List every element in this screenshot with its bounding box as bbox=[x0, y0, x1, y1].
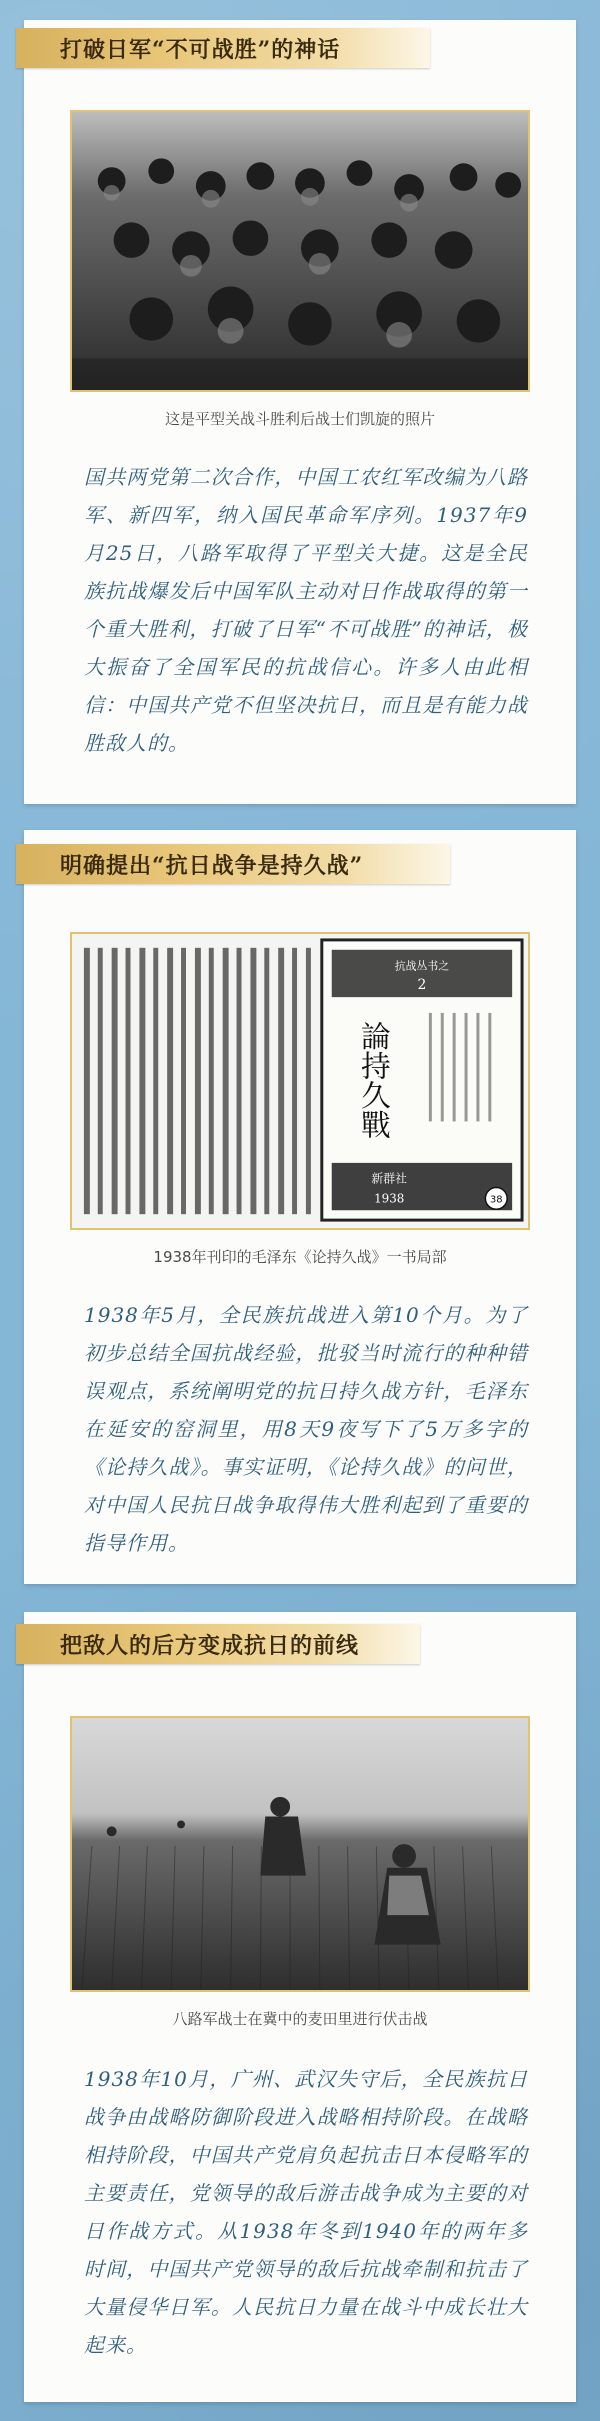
section-paragraph-1: 国共两党第二次合作，中国工农红军改编为八路军、新四军，纳入国民革命军序列。1937年9月25日，八路军取得了平型关大捷。这是全民族抗战爆发后中国军队主动对日作战取得的第一个重大胜利，打破了日军“不可战胜”的神话，极大振奋了全国军民的抗战信心。许多人由此相信：中国共产党不但坚决抗日，而且是有能力战胜敌人的。 bbox=[84, 465, 528, 755]
photo-soldiers-image bbox=[72, 112, 528, 390]
section-paragraph-2: 1938年5月，全民族抗战进入第10个月。为了初步总结全国抗战经验，批驳当时流行的种种错误观点，系统阐明党的抗日持久战方针，毛泽东在延安的窑洞里，用8天9夜写下了5万多字的《论持久战》。事实证明，《论持久战》的问世，对中国人民抗日战争取得伟大胜利起到了重要的指导作用。 bbox=[84, 1303, 528, 1555]
photo-caption-2: 1938年刊印的毛泽东《论持久战》一书局部 bbox=[153, 1248, 447, 1266]
section-title-1: 打破日军“不可战胜”的神话 bbox=[60, 36, 341, 63]
photo-caption-3: 八路军战士在冀中的麦田里进行伏击战 bbox=[172, 2010, 428, 2028]
photo-caption-1: 这是平型关战斗胜利后战士们凯旋的照片 bbox=[164, 410, 435, 428]
section-banner-1 bbox=[16, 28, 430, 68]
section-banner-2 bbox=[16, 844, 450, 884]
book-cover-year: 1938 bbox=[374, 1191, 405, 1206]
section-banner-3 bbox=[16, 1624, 420, 1664]
book-cover-top-text: 抗战丛书之 bbox=[394, 959, 450, 973]
book-cover-volume: 2 bbox=[417, 977, 427, 994]
section-title-2: 明确提出“抗日战争是持久战” bbox=[60, 852, 364, 879]
section-title-3: 把敌人的后方变成抗日的前线 bbox=[60, 1632, 360, 1659]
book-cover-title-calligraphy: 論持久戰 bbox=[356, 1020, 392, 1140]
section-paragraph-3: 1938年10月，广州、武汉失守后，全民族抗日战争由战略防御阶段进入战略相持阶段。在战略相持阶段，中国共产党肩负起抗击日本侵略军的主要责任，党领导的敌后游击战争成为主要的对日作战方式。从1938年冬到1940年的两年多时间，中国共产党领导的敌后抗战牵制和抗击了大量侵华日军。人民抗日力量在战斗中成长壮大起来。 bbox=[84, 2067, 528, 2357]
photo-book-excerpt bbox=[70, 932, 530, 1230]
book-cover-publisher: 新群社 bbox=[371, 1171, 408, 1186]
wheat-field-image bbox=[72, 1718, 528, 1990]
book-page-number: 38 bbox=[489, 1194, 503, 1206]
book-pages-image bbox=[72, 934, 528, 1228]
photo-wheat-field-ambush bbox=[70, 1716, 530, 1992]
photo-soldiers-triumph bbox=[70, 110, 530, 392]
